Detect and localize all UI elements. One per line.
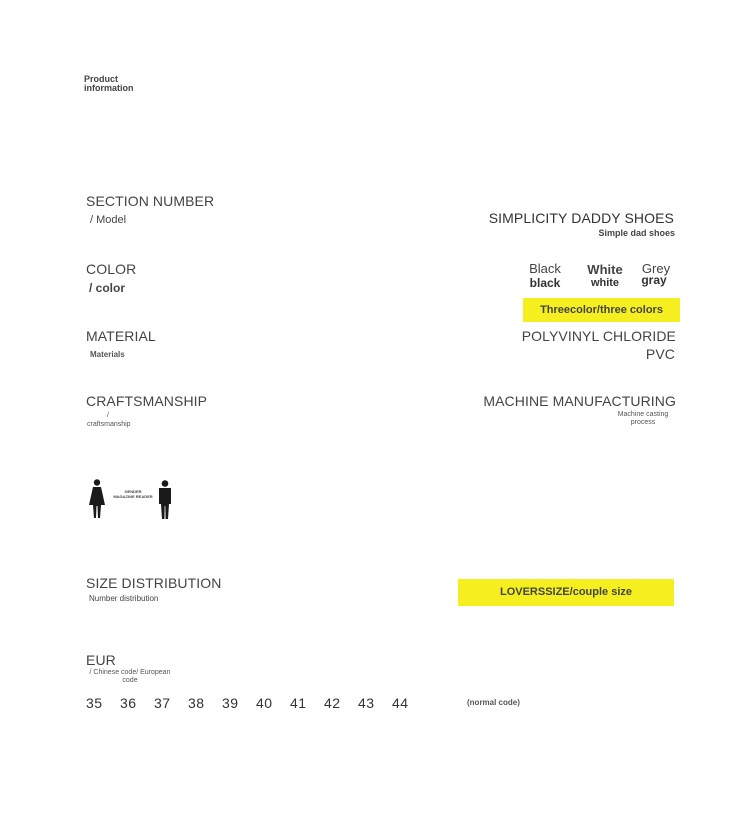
color-option-sub: white: [590, 277, 620, 289]
size-40: 40: [256, 695, 273, 711]
size-35: 35: [86, 695, 103, 711]
color-option-name: White: [587, 262, 623, 277]
color-option-sub: gray: [641, 273, 667, 287]
model-value: SIMPLICITY DADDY SHOES: [488, 210, 674, 226]
model-value-sub: Simple dad shoes: [598, 228, 675, 238]
material-value-sub: PVC: [645, 346, 675, 362]
size-39: 39: [222, 695, 239, 711]
color-label: COLOR: [86, 261, 137, 277]
color-option-sub: black: [529, 276, 561, 290]
section-number-label: SECTION NUMBER: [86, 193, 215, 209]
color-option-white: [582, 262, 628, 289]
craftsmanship-value-sub-line2: process: [630, 419, 656, 426]
couple-size-badge: LOVERSSIZE/couple size: [458, 579, 674, 606]
craftsmanship-value-sub-line1: Machine casting: [617, 411, 669, 418]
material-value: POLYVINYL CHLORIDE: [521, 328, 676, 344]
color-option-black: [522, 261, 568, 290]
color-sub: / color: [89, 281, 126, 295]
normal-code-note: (normal code): [467, 698, 520, 707]
product-info-title-line2: information: [84, 83, 134, 93]
eur-sub-line2: code: [122, 677, 138, 684]
eur-sub: [86, 669, 174, 685]
craftsmanship-sub-slash: /: [107, 412, 109, 419]
male-icon: [157, 480, 173, 525]
craftsmanship-sub: craftsmanship: [87, 421, 131, 428]
eur-sub-line1: / Chinese code/ European: [89, 669, 171, 676]
female-icon: [88, 479, 106, 524]
color-option-name: Black: [529, 261, 561, 276]
product-info-title-line1: Product: [84, 74, 119, 84]
eur-label: EUR: [86, 652, 116, 668]
color-option-grey: [634, 262, 678, 286]
craftsmanship-value: MACHINE MANUFACTURING: [483, 393, 676, 409]
material-label: MATERIAL: [86, 328, 156, 344]
three-colors-badge: Threecolor/three colors: [523, 298, 680, 322]
section-number-sub: / Model: [90, 214, 127, 226]
size-41: 41: [290, 695, 307, 711]
color-option-name: Grey: [641, 261, 671, 276]
size-36: 36: [120, 695, 137, 711]
size-distribution-sub: Number distribution: [89, 594, 159, 603]
product-info-title: [84, 75, 134, 93]
size-42: 42: [324, 695, 341, 711]
material-sub: Materials: [90, 350, 125, 359]
craftsmanship-value-sub: [606, 411, 680, 427]
size-37: 37: [154, 695, 171, 711]
gender-label: [111, 489, 155, 499]
craftsmanship-label: CRAFTSMANSHIP: [86, 393, 208, 409]
gender-label-line2: MAGAZINE READER: [113, 494, 153, 499]
size-43: 43: [358, 695, 375, 711]
size-38: 38: [188, 695, 205, 711]
gender-label-line1: GENDER: [124, 489, 142, 494]
size-distribution-label: SIZE DISTRIBUTION: [86, 575, 222, 591]
size-44: 44: [392, 695, 409, 711]
